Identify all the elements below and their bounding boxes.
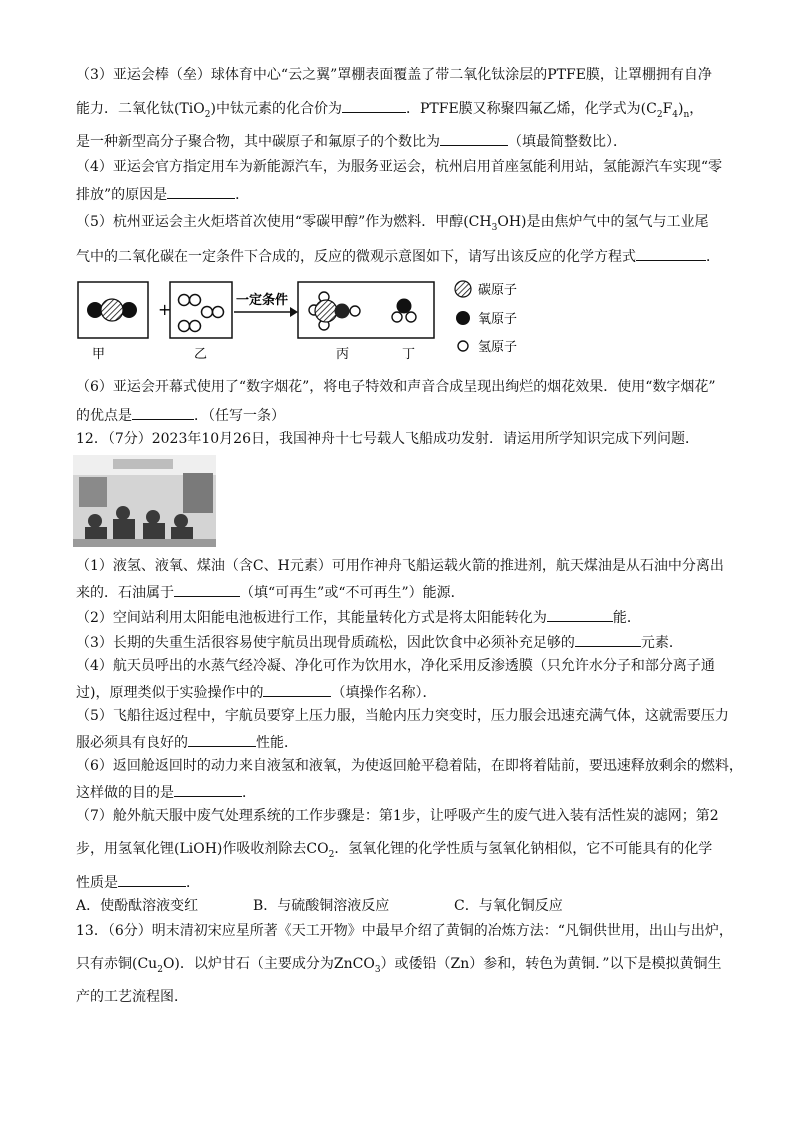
- text: 性质是: [76, 875, 118, 891]
- q11-p3-line2: [76, 98, 703, 124]
- label-jia: 甲: [92, 347, 106, 362]
- q12-s5-line1: （5）飞船往返过程中，宇航员要穿上压力服，当舱内压力突变时，压力服会迅速充满气体，这就需要压力: [76, 708, 729, 724]
- label-ding: 丁: [402, 347, 416, 362]
- subscript: 3: [374, 964, 381, 975]
- q12-s3: [76, 632, 683, 652]
- answer-blank[interactable]: [547, 607, 613, 622]
- text: （2）空间站利用太阳能电池板进行工作，其能量转化方式是将太阳能转化为: [76, 610, 547, 626]
- text: ．: [706, 249, 720, 265]
- text: 过)，原理类似于实验操作中的: [76, 685, 264, 701]
- text: （填操作名称）．: [331, 685, 437, 701]
- subscript-n: n: [683, 109, 690, 120]
- q13-line3: 产的工艺流程图．: [76, 989, 188, 1005]
- plus-sign: +: [158, 300, 172, 319]
- label-bing: 丙: [336, 347, 350, 362]
- text: ）或倭铅（Zn）参和，转色为黄铜．”以下是模拟黄铜生: [380, 956, 722, 972]
- reaction-microscopic-diagram: [76, 280, 556, 372]
- text: ．（任写一条）: [194, 408, 285, 424]
- text: ．: [242, 785, 256, 801]
- text: OH)是由焦炉气中的氢气与工业尾: [497, 214, 709, 230]
- text: 是一种新型高分子聚合物，其中碳原子和氟原子的个数比为: [76, 134, 440, 150]
- answer-blank[interactable]: [440, 131, 508, 146]
- text: 的优点是: [76, 408, 132, 424]
- h2-molecules: [179, 295, 224, 332]
- comma: ，: [689, 101, 704, 117]
- answer-blank[interactable]: [342, 98, 406, 113]
- methanol-molecule: [309, 292, 360, 330]
- q13-line2: [76, 955, 721, 979]
- hydrogen-atom-icon: [458, 341, 468, 351]
- text: （填“可再生”或“不可再生”）能源．: [240, 585, 465, 601]
- option-a[interactable]: A．使酚酞溶液变红: [76, 898, 199, 914]
- oxygen-atom-icon: [456, 311, 470, 325]
- text: 能力．二氧化钛(TiO: [76, 101, 205, 117]
- subscript-2: 2: [204, 109, 211, 120]
- text: （填最简整数比）．: [508, 134, 627, 150]
- text: （5）杭州亚运会主火炬塔首次使用“零碳甲醇”作为燃料．甲醇(CH: [76, 214, 492, 230]
- option-c[interactable]: C．与氧化铜反应: [454, 898, 563, 914]
- text: )中钛元素的化合价为: [210, 101, 342, 117]
- answer-blank[interactable]: [132, 405, 194, 420]
- reaction-condition: 一定条件: [236, 293, 289, 308]
- water-molecule: [392, 299, 416, 323]
- q12-s7-line3: [76, 872, 200, 892]
- q12-s4-line1: （4）航天员呼出的水蒸气经冷凝、净化可作为饮用水，净化采用反渗透膜（只允许水分子和部分离子通: [76, 658, 715, 674]
- astronaut-photo: [73, 455, 216, 547]
- q11-p3-line1: （3）亚运会棒（垒）球体育中心“云之翼”罩棚表面覆盖了带二氧化钛涂层的PTFE膜，让罩棚拥有自净: [76, 67, 712, 83]
- answer-blank[interactable]: [174, 782, 242, 797]
- legend: [455, 281, 517, 355]
- legend-carbon: 碳原子: [478, 283, 518, 298]
- text: 能．: [612, 610, 641, 626]
- q12-s1-line2: [76, 582, 465, 602]
- answer-blank[interactable]: [118, 872, 186, 887]
- q11-p6-line1: （6）亚运会开幕式使用了“数字烟花”，将电子特效和声音合成呈现出绚烂的烟花效果．使用“数字烟花”: [76, 379, 716, 395]
- text: 来的．石油属于: [76, 585, 174, 601]
- subscript: 2: [157, 964, 163, 975]
- label-yi: 乙: [194, 347, 208, 362]
- text: F: [662, 101, 673, 117]
- arrow-head: [290, 307, 298, 317]
- text: ．: [186, 875, 200, 891]
- q11-p6-line2: [76, 405, 285, 425]
- answer-blank[interactable]: [167, 184, 235, 199]
- legend-oxygen: 氧原子: [478, 312, 518, 327]
- q11-p4-line2: [76, 184, 249, 204]
- text: 步，用氢氧化锂(LiOH)作吸收剂除去CO: [76, 841, 329, 857]
- text: 元素．: [640, 635, 683, 651]
- subscript: 4: [672, 109, 679, 120]
- option-b[interactable]: B．与硫酸铜溶液反应: [253, 898, 390, 914]
- text: 气中的二氧化碳在一定条件下合成的，反应的微观示意图如下，请写出该反应的化学方程式: [76, 249, 636, 265]
- q12-s7-line2: [76, 840, 712, 864]
- q11-p3-line3: [76, 131, 627, 151]
- text: 只有赤铜(Cu: [76, 956, 158, 972]
- text: ．: [235, 187, 250, 203]
- q11-p5-line2: [76, 246, 720, 266]
- subscript: 2: [328, 849, 335, 860]
- q12-s7-line1: （7）舱外航天服中废气处理系统的工作步骤是：第1步，让呼吸产生的废气进入装有活性炭的滤网；第2: [76, 808, 719, 824]
- q12-s6-line2: [76, 782, 256, 802]
- text: 性能．: [256, 735, 298, 751]
- q12-title: 12．（7分）2023年10月26日，我国神舟十七号载人飞船成功发射．请运用所学知识完成下列问题．: [76, 431, 699, 447]
- text: 排放”的原因是: [76, 187, 168, 203]
- co2-molecule: [87, 299, 137, 321]
- answer-blank[interactable]: [188, 732, 256, 747]
- q12-options: [76, 897, 563, 915]
- q12-s6-line1: （6）返回舱返回时的动力来自液氢和液氧，为使返回舱平稳着陆，在即将着陆前，要迅速释放剩余的燃料，: [76, 758, 743, 774]
- subscript: 3: [491, 222, 498, 233]
- text: ．氢氧化锂的化学性质与氢氧化钠相似，它不可能具有的化学: [334, 841, 713, 857]
- q11-p4-line1: （4）亚运会官方指定用车为新能源汽车，为服务亚运会，杭州启用首座氢能利用站，氢能源汽车实现“零: [76, 159, 723, 175]
- text: ): [678, 101, 684, 117]
- legend-hydrogen: 氢原子: [478, 340, 518, 355]
- q12-s2: [76, 607, 641, 627]
- text: 这样做的目的是: [76, 785, 174, 801]
- q12-s5-line2: [76, 732, 298, 752]
- q12-s4-line2: [76, 682, 436, 702]
- text: ．PTFE膜又称聚四氟乙烯，化学式为(C: [405, 101, 657, 117]
- answer-blank[interactable]: [263, 682, 331, 697]
- q12-s1-line1: （1）液氢、液氧、煤油（含C、H元素）可用作神舟飞船运载火箭的推进剂，航天煤油是从石油中分离出: [76, 558, 724, 574]
- q11-p5-line1: [76, 213, 709, 237]
- answer-blank[interactable]: [636, 246, 706, 261]
- text: 服必须具有良好的: [76, 735, 188, 751]
- answer-blank[interactable]: [575, 632, 641, 647]
- subscript: 2: [656, 109, 663, 120]
- text: （3）长期的失重生活很容易使宇航员出现骨质疏松，因此饮食中必须补充足够的: [76, 635, 575, 651]
- answer-blank[interactable]: [174, 582, 240, 597]
- carbon-atom-icon: [455, 281, 471, 297]
- q13-line1: 13．（6分）明末清初宋应星所著《天工开物》中最早介绍了黄铜的冶炼方法：“凡铜供世用，出山与出炉，: [76, 923, 733, 939]
- text: O)．以炉甘石（主要成分为ZnCO: [162, 956, 375, 972]
